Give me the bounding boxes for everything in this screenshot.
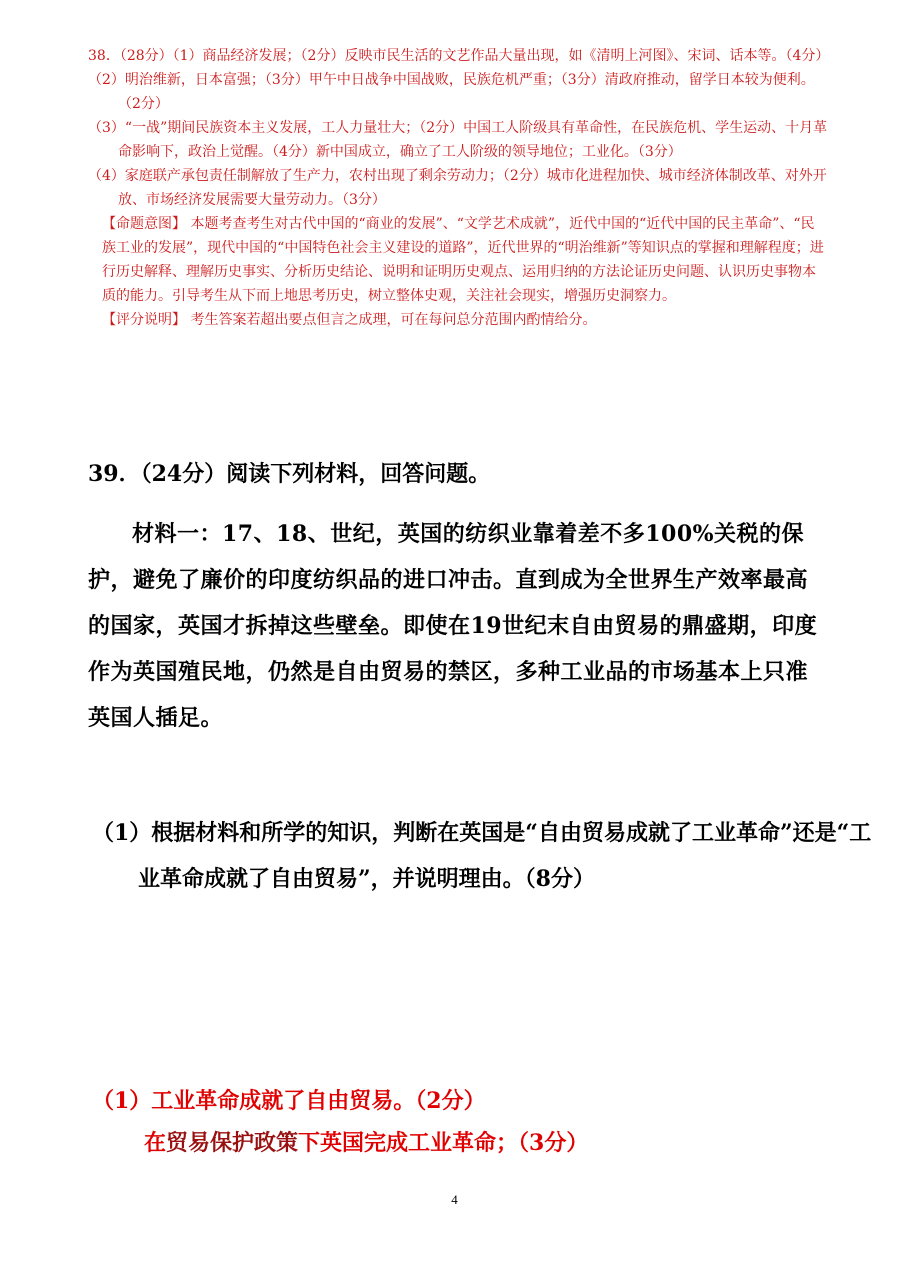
answer-39-line1: （1）工业革命成就了自由贸易。（2分） <box>92 1088 486 1114</box>
question-39-sub1: （1）根据材料和所学的知识，判断在英国是“自由贸易成就了工业革命”还是“工业革命成就了自由贸易”，并说明理由。（8分） <box>92 820 872 892</box>
answer-key-38 <box>88 44 828 332</box>
answer-39-line2-b: 贸易保护政策 <box>166 1130 299 1156</box>
answer-38-part4: （4）家庭联产承包责任制解放了生产力，农村出现了剩余劳动力；（2分）城市化进程加快、城市经济体制改革、对外开放、市场经济发展需要大量劳动力。（3分） <box>88 168 827 208</box>
answer-key-39 <box>92 1080 832 1164</box>
answer-38-part3: （3）“一战”期间民族资本主义发展，工人力量壮大；（2分）中国工人阶级具有革命性，在民族危机、学生运动、十月革命影响下，政治上觉醒。（4分）新中国成立，确立了工人阶级的领导地位；工业化。（3分） <box>88 120 828 160</box>
answer-38-intent: 【命题意图】 本题考查考生对古代中国的“商业的发展”、“文学艺术成就”，近代中国的“近代中国的民主革命”、“民族工业的发展”，现代中国的“中国特色社会主义建设的道路”，近代世界的“明治维新”等知识点的掌握和理解程度；进行历史解释、理解历史事实、分析历史结论、说明和证明历史观点、运用归纳的方法论证历史问题、认识历史事物本质的能力。引导考生从下而上地思考历史，树立整体史观，关注社会现实，增强历史洞察力。 <box>102 216 824 304</box>
page-number: 4 <box>451 1192 458 1207</box>
answer-38-part1: 38．（28分）（1）商品经济发展；（2分）反映市民生活的文艺作品大量出现，如《清明上河图》、宋词、话本等。（4分） <box>88 48 830 64</box>
question-39 <box>88 455 828 741</box>
answer-39-line2-c: 下英国完成工业革命；（3分） <box>298 1130 589 1156</box>
answer-38-part2: （2）明治维新，日本富强；（3分）甲午中日战争中国战败，民族危机严重；（3分）清政府推动，留学日本较为便利。（2分） <box>88 72 815 112</box>
material-1: 材料一：17、18、世纪，英国的纺织业靠着差不多100%关税的保护，避免了廉价的印度纺织品的进口冲击。直到成为全世界生产效率最高的国家，英国才拆掉这些壁垒。即使在19世纪末自由贸易的鼎盛期，印度作为英国殖民地，仍然是自由贸易的禁区，多种工业品的市场基本上只准英国人插足。 <box>88 521 818 731</box>
answer-38-scoring: 【评分说明】 考生答案若超出要点但言之成理，可在每问总分范围内酌情给分。 <box>102 312 597 328</box>
answer-39-line2 <box>92 1122 832 1164</box>
answer-39-line2-a: 在 <box>144 1130 167 1156</box>
question-39-title: 39．（24分）阅读下列材料，回答问题。 <box>88 461 491 487</box>
